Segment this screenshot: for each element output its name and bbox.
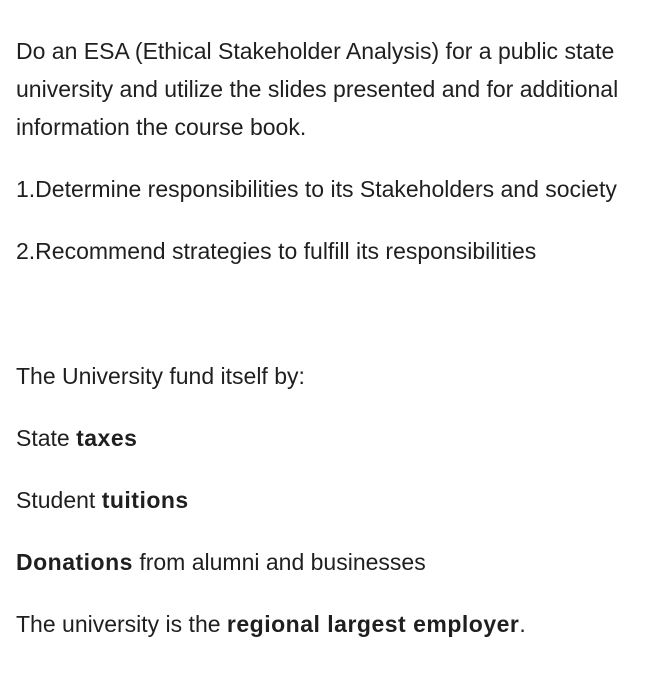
employer-statement [16,605,661,643]
funding-student-tuitions [16,481,661,519]
funding-state-taxes [16,419,661,457]
state-prefix: State [16,425,77,451]
student-tuitions-bold: tuitions [101,487,189,513]
task-2: 2.Recommend strategies to fulfill its responsibilities [16,238,537,264]
document-body [16,32,661,667]
employer-prefix: The university is the [16,611,227,637]
funding-donations [16,543,661,581]
donations-suffix: from alumni and businesses [132,549,426,575]
student-prefix: Student [16,487,102,513]
spacer [16,294,661,357]
state-taxes-bold: taxes [76,425,138,451]
employer-suffix: . [519,611,526,637]
task-1: 1.Determine responsibilities to its Stakeholders and society [16,176,617,202]
employer-bold: regional largest employer [226,611,520,637]
intro-paragraph: Do an ESA (Ethical Stakeholder Analysis) for a public state university and utilize the slides presented and for additional information the course book. [16,38,619,140]
funding-heading: The University fund itself by: [16,363,305,389]
donations-bold: Donations [16,549,133,575]
